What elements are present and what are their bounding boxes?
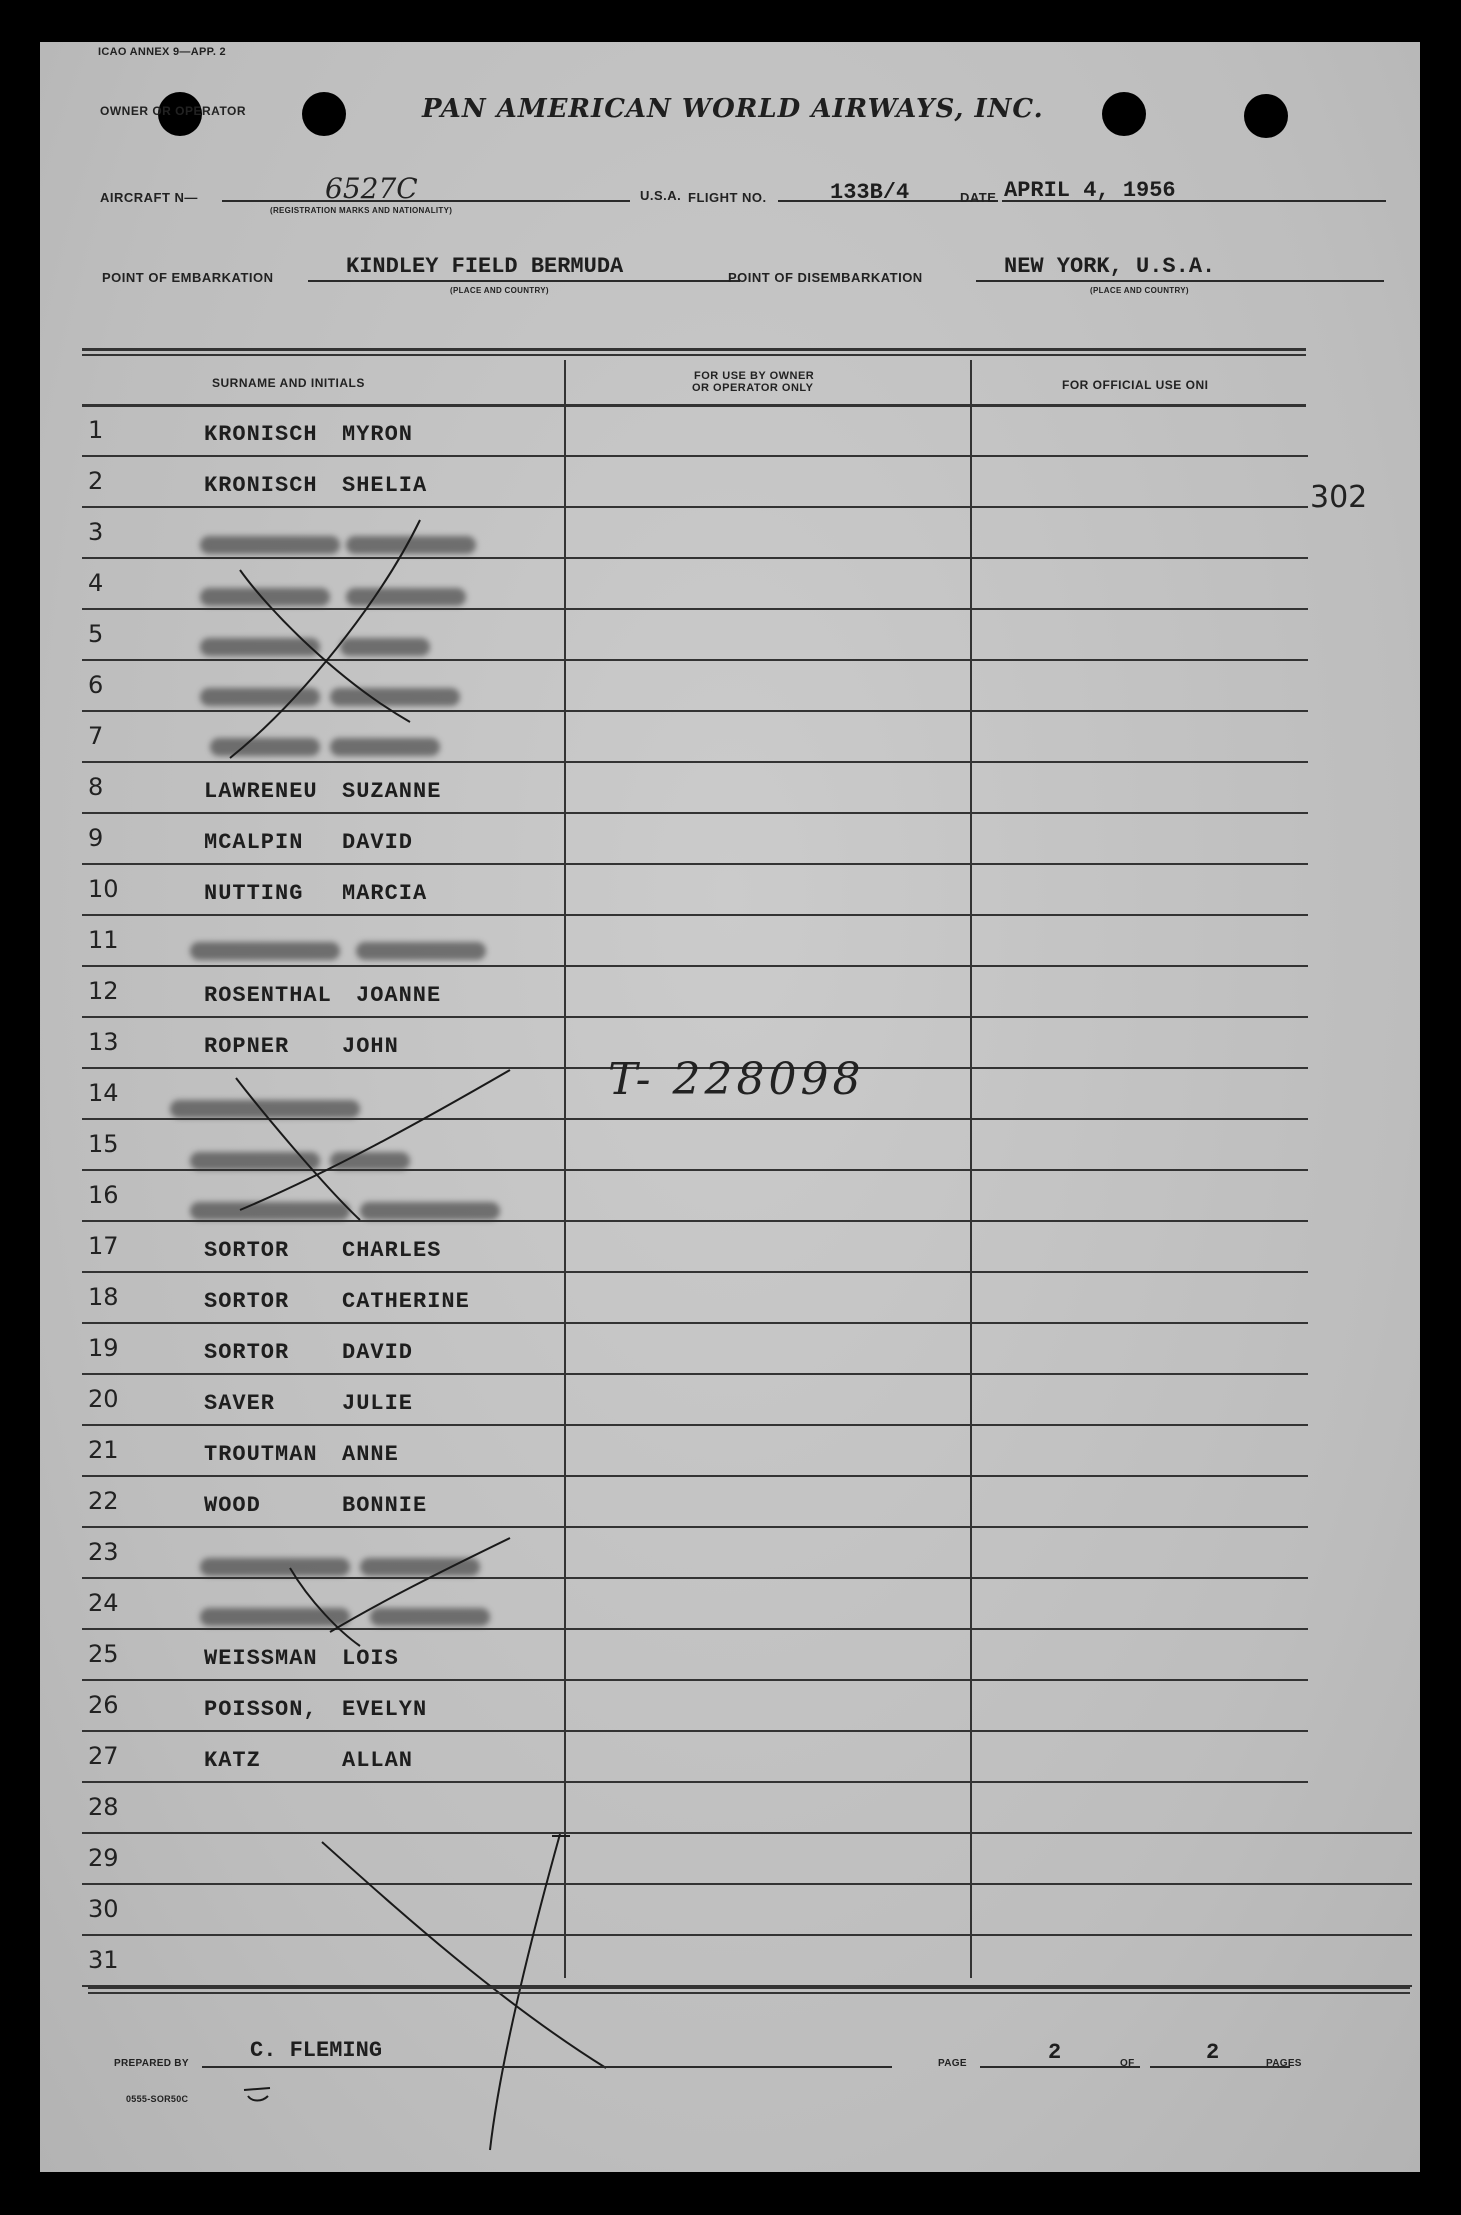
row-number: 22 [88, 1487, 119, 1515]
row-number: 3 [88, 518, 104, 546]
passenger-given-name: CHARLES [342, 1238, 442, 1263]
row-number: 10 [88, 875, 119, 903]
passenger-given-name: JULIE [342, 1391, 414, 1416]
passenger-given-name: SHELIA [342, 473, 428, 498]
passenger-given-name: JOHN [342, 1034, 399, 1059]
row-number: 12 [88, 977, 119, 1005]
passenger-surname: SORTOR [204, 1238, 290, 1263]
page-label: PAGE [938, 2058, 967, 2069]
row-number: 8 [88, 773, 104, 801]
disembark-place-caption: (PLACE AND COUNTRY) [1090, 286, 1189, 295]
col-owner-header-line1: FOR USE BY OWNER [694, 370, 815, 382]
row-number: 9 [88, 824, 104, 852]
row-number: 5 [88, 620, 104, 648]
registration-caption: (REGISTRATION MARKS AND NATIONALITY) [270, 206, 453, 215]
row-number: 18 [88, 1283, 119, 1311]
flight-label: FLIGHT NO. [688, 190, 767, 205]
passenger-given-name: SUZANNE [342, 779, 442, 804]
passenger-given-name: EVELYN [342, 1697, 428, 1722]
date-label: DATE [960, 190, 997, 205]
passenger-surname: ROSENTHAL [204, 983, 332, 1008]
row-number: 2 [88, 467, 104, 495]
passenger-given-name: BONNIE [342, 1493, 428, 1518]
passenger-given-name: LOIS [342, 1646, 399, 1671]
row-number: 13 [88, 1028, 119, 1056]
aircraft-registration: 6527C [325, 172, 418, 205]
stamp-mark-icon [240, 2082, 280, 2106]
pages-label: PAGES [1266, 2058, 1302, 2069]
row-number: 25 [88, 1640, 119, 1668]
prepared-label: PREPARED BY [114, 2058, 189, 2069]
row-number: 7 [88, 722, 104, 750]
col-owner-header-line2: OR OPERATOR ONLY [692, 382, 814, 394]
passenger-surname: LAWRENEU [204, 779, 318, 804]
passenger-surname: SORTOR [204, 1289, 290, 1314]
passenger-surname: KRONISCH [204, 473, 318, 498]
form-code: ICAO ANNEX 9—APP. 2 [98, 46, 226, 58]
row-number: 27 [88, 1742, 119, 1770]
flight-number: 133B/4 [830, 180, 910, 205]
row-number: 31 [88, 1946, 119, 1974]
passenger-given-name: JOANNE [356, 983, 442, 1008]
passenger-surname: KRONISCH [204, 422, 318, 447]
passenger-given-name: MYRON [342, 422, 414, 447]
passenger-surname: MCALPIN [204, 830, 304, 855]
owner-label: OWNER OR OPERATOR [100, 104, 247, 118]
row-number: 23 [88, 1538, 119, 1566]
form-number: 0555-SOR50C [126, 2094, 189, 2104]
passenger-surname: TROUTMAN [204, 1442, 318, 1467]
row-number: 26 [88, 1691, 119, 1719]
row-number: 6 [88, 671, 104, 699]
airline-name: PAN AMERICAN WORLD AIRWAYS, INC. [422, 94, 1044, 124]
row-number: 1 [88, 416, 104, 444]
disembarkation-label: POINT OF DISEMBARKATION [728, 270, 923, 285]
cross-out-marks [40, 42, 1420, 2172]
row-number: 28 [88, 1793, 119, 1821]
passenger-surname: ROPNER [204, 1034, 290, 1059]
passenger-given-name: CATHERINE [342, 1289, 470, 1314]
row-number: 16 [88, 1181, 119, 1209]
passenger-surname: WOOD [204, 1493, 261, 1518]
prepared-by: C. FLEMING [250, 2038, 383, 2063]
row-number: 24 [88, 1589, 119, 1617]
flight-date: APRIL 4, 1956 [1004, 178, 1176, 203]
passenger-surname: SAVER [204, 1391, 276, 1416]
passenger-surname: WEISSMAN [204, 1646, 318, 1671]
embarkation-point: KINDLEY FIELD BERMUDA [346, 254, 624, 279]
manifest-page [40, 42, 1420, 2172]
of-label: OF [1120, 2058, 1135, 2069]
row-number: 11 [88, 926, 119, 954]
passenger-surname: KATZ [204, 1748, 261, 1773]
page-number: 2 [1048, 2040, 1062, 2065]
page-total: 2 [1206, 2040, 1220, 2065]
col-official-header: FOR OFFICIAL USE ONI [1062, 378, 1209, 392]
row-number: 4 [88, 569, 104, 597]
passenger-given-name: DAVID [342, 830, 414, 855]
row-number: 21 [88, 1436, 119, 1464]
row-number: 15 [88, 1130, 119, 1158]
passenger-surname: SORTOR [204, 1340, 290, 1365]
row-number: 29 [88, 1844, 119, 1872]
passenger-given-name: ALLAN [342, 1748, 414, 1773]
passenger-given-name: DAVID [342, 1340, 414, 1365]
nationality: U.S.A. [640, 188, 682, 203]
col-surname-header: SURNAME AND INITIALS [212, 376, 365, 390]
row-number: 17 [88, 1232, 119, 1260]
side-number: 302 [1310, 480, 1368, 515]
disembarkation-point: NEW YORK, U.S.A. [1004, 254, 1216, 279]
passenger-given-name: ANNE [342, 1442, 399, 1467]
embark-place-caption: (PLACE AND COUNTRY) [450, 286, 549, 295]
aircraft-label: AIRCRAFT N— [100, 190, 198, 205]
handwritten-note: T- 228098 [608, 1054, 865, 1105]
row-number: 20 [88, 1385, 119, 1413]
passenger-surname: POISSON, [204, 1697, 318, 1722]
row-number: 14 [88, 1079, 119, 1107]
passenger-surname: NUTTING [204, 881, 304, 906]
embarkation-label: POINT OF EMBARKATION [102, 270, 274, 285]
passenger-given-name: MARCIA [342, 881, 428, 906]
row-number: 19 [88, 1334, 119, 1362]
row-number: 30 [88, 1895, 119, 1923]
